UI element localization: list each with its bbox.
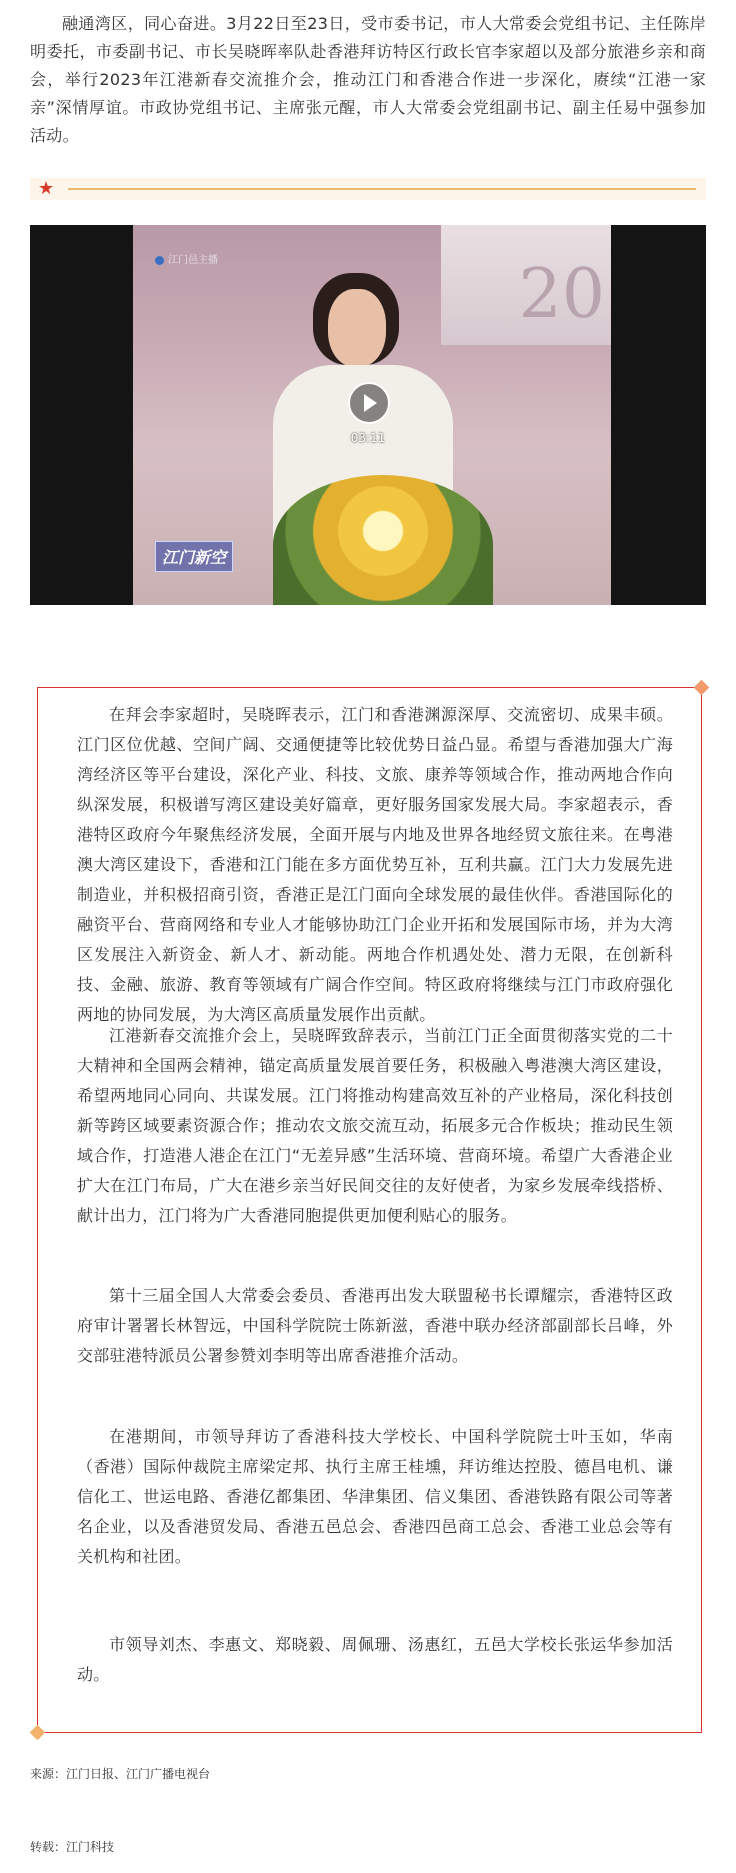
- repost-credit: 转载：江门科技: [30, 1840, 115, 1854]
- channel-watermark: [155, 251, 218, 266]
- corner-diamond-icon: [694, 680, 710, 696]
- source-credit: 来源：江门日报、江门广播电视台: [30, 1767, 211, 1781]
- article-paragraph: 市领导刘杰、李惠文、郑晓毅、周佩珊、汤惠红，五邑大学校长张运华参加活动。: [77, 1635, 673, 1684]
- corner-diamond-icon: [30, 1725, 46, 1741]
- article-paragraph: 在港期间，市领导拜访了香港科技大学校长、中国科学院院士叶玉如，华南（香港）国际仲裁院主席梁定邦、执行主席王桂壎，拜访维达控股、德昌电机、谦信化工、世运电路、香港亿都集团、华津集团、信义集团、香港铁路有限公司等著名企业，以及香港贸发局、香港五邑总会、香港四邑商工总会、香港工业总会等有关机构和社团。: [77, 1427, 673, 1566]
- flower-podium: [273, 475, 493, 605]
- article-box: [37, 687, 702, 1733]
- article-paragraph: 第十三届全国人大常委会委员、香港再出发大联盟秘书长谭耀宗，香港特区政府审计署署长林智远，中国科学院院士陈新滋，香港中联办经济部副部长吕峰，外交部驻港特派员公署参赞刘李明等出席香港推介活动。: [77, 1286, 673, 1365]
- program-logo: 江门新空: [155, 541, 233, 572]
- divider-line: [68, 188, 696, 190]
- article-paragraph: 江港新春交流推介会上，吴晓晖致辞表示，当前江门正全面贯彻落实党的二十大精神和全国两会精神，锚定高质量发展首要任务，积极融入粤港澳大湾区建设，希望两地同心同向、共谋发展。江门将推动构建高效互补的产业格局，深化科技创新等跨区域要素资源合作；推动农文旅交流互动，拓展多元合作板块；推动民生领域合作，打造港人港企在江门“无差异感”生活环境、营商环境。希望广大香港企业扩大在江门布局，广大在港乡亲当好民间交往的友好使者，为家乡发展牵线搭桥、献计出力，江门将为广大香港同胞提供更加便利贴心的服务。: [77, 1026, 673, 1225]
- intro-paragraph: 融通湾区，同心奋进。3月22日至23日，受市委书记，市人大常委会党组书记、主任陈岸明委托，市委副书记、市长吴晓晖率队赴香港拜访特区行政长官李家超以及部分旅港乡亲和商会，举行2023年江港新春交流推介会，推动江门和香港合作进一步深化，赓续“江港一家亲”深情厚谊。市政协党组书记、主席张元醒，市人大常委会党组副书记、副主任易中强参加活动。: [30, 14, 706, 145]
- section-divider: [30, 178, 706, 200]
- article-paragraph: 在拜会李家超时，吴晓晖表示，江门和香港渊源深厚、交流密切、成果丰硕。江门区位优越、空间广阔、交通便捷等比较优势日益凸显。希望与香港加强大广海湾经济区等平台建设，深化产业、科技、文旅、康养等领域合作，推动两地合作向纵深发展，积极谱写湾区建设美好篇章，更好服务国家发展大局。李家超表示，香港特区政府今年聚焦经济发展，全面开展与内地及世界各地经贸文旅往来。在粤港澳大湾区建设下，香港和江门能在多方面优势互补，互利共赢。江门大力发展先进制造业，并积极招商引资，香港正是江门面向全球发展的最佳伙伴。香港国际化的融资平台、营商网络和专业人才能够协助江门企业开拓和发展国际市场，并为大湾区发展注入新资金、新人才、新动能。两地合作机遇处处、潜力无限，在创新科技、金融、旅游、教育等领域有广阔合作空间。特区政府将继续与江门市政府强化两地的协同发展，为大湾区高质量发展作出贡献。: [77, 705, 673, 1024]
- play-icon[interactable]: [348, 382, 390, 424]
- star-icon: ★: [38, 178, 55, 199]
- backdrop-text: 20: [518, 255, 605, 334]
- video-duration: 03:11: [350, 431, 386, 445]
- speaker-face: [328, 289, 386, 367]
- video-player[interactable]: [30, 225, 706, 605]
- channel-logo-icon: [155, 256, 164, 265]
- channel-watermark-text: 江门邑主播: [168, 255, 218, 266]
